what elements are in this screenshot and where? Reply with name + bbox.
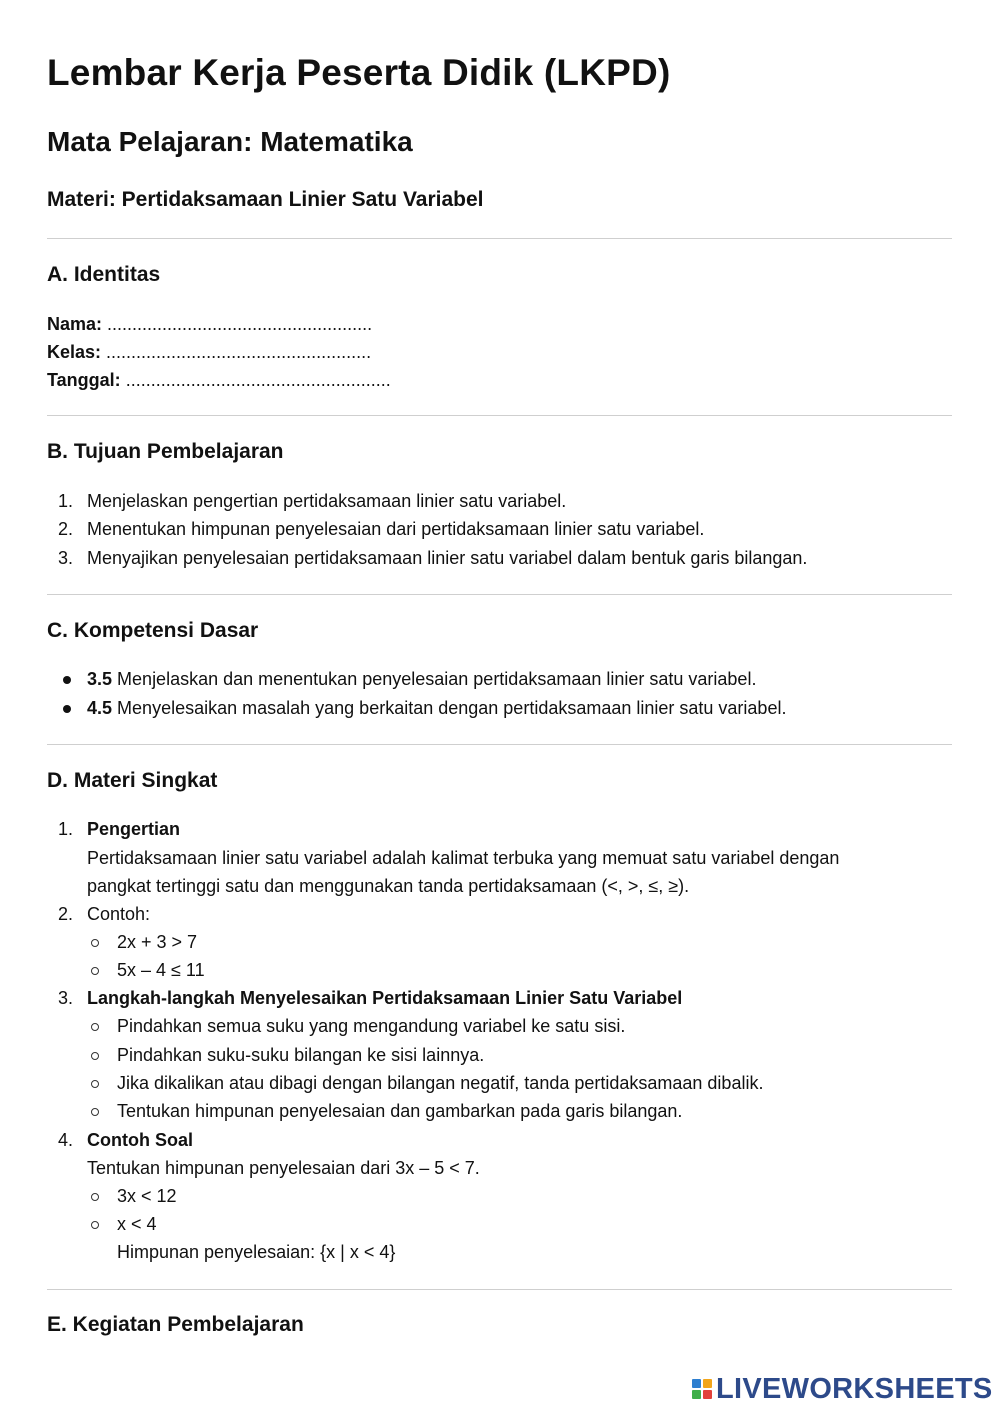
list-number: 2. bbox=[57, 904, 73, 924]
sub-item: 3x < 12 bbox=[117, 1186, 177, 1206]
subject-heading: Mata Pelajaran: Matematika bbox=[47, 126, 413, 157]
divider bbox=[47, 594, 952, 595]
topic-heading: Materi: Pertidaksamaan Linier Satu Variabel bbox=[47, 188, 484, 211]
section-kompetensi-heading: C. Kompetensi Dasar bbox=[47, 619, 259, 642]
list-number: 3. bbox=[57, 988, 73, 1008]
sub-item: Pindahkan suku-suku bilangan ke sisi lainnya. bbox=[117, 1045, 485, 1065]
field-tanggal[interactable] bbox=[47, 366, 391, 394]
paragraph-line: Pertidaksamaan linier satu variabel adalah kalimat terbuka yang memuat satu variabel dengan bbox=[87, 848, 840, 868]
page-title: Lembar Kerja Peserta Didik (LKPD) bbox=[47, 52, 671, 93]
list-item bbox=[87, 694, 786, 722]
field-label: Nama: bbox=[47, 314, 103, 334]
list-item-title: Langkah-langkah Menyelesaikan Pertidaksamaan Linier Satu Variabel bbox=[87, 988, 683, 1008]
divider bbox=[47, 238, 952, 239]
circle-bullet-icon bbox=[91, 1023, 99, 1031]
list-number: 1. bbox=[57, 491, 73, 511]
circle-bullet-icon bbox=[91, 1080, 99, 1088]
brand-name: LIVEWORKSHEETS bbox=[716, 1372, 993, 1405]
sub-item: 2x + 3 > 7 bbox=[117, 932, 198, 952]
liveworksheets-logo[interactable] bbox=[692, 1374, 993, 1404]
section-identitas-heading: A. Identitas bbox=[47, 263, 161, 286]
list-number: 4. bbox=[57, 1130, 73, 1150]
list-item: Menjelaskan pengertian pertidaksamaan linier satu variabel. bbox=[87, 491, 567, 511]
paragraph-line: pangkat tertinggi satu dan menggunakan tanda pertidaksamaan (<, >, ≤, ≥). bbox=[87, 876, 690, 896]
circle-bullet-icon bbox=[91, 1108, 99, 1116]
list-number: 3. bbox=[57, 548, 73, 568]
field-label: Tanggal: bbox=[47, 370, 121, 390]
kd-code: 3.5 bbox=[87, 669, 113, 689]
solution-result: Himpunan penyelesaian: {x | x < 4} bbox=[117, 1242, 396, 1262]
circle-bullet-icon bbox=[91, 1221, 99, 1229]
list-item: Menentukan himpunan penyelesaian dari pertidaksamaan linier satu variabel. bbox=[87, 519, 705, 539]
list-item: Menyajikan penyelesaian pertidaksamaan linier satu variabel dalam bentuk garis bilangan. bbox=[87, 548, 808, 568]
field-blank[interactable]: ..................................................... bbox=[125, 370, 391, 390]
list-number: 2. bbox=[57, 519, 73, 539]
section-materi-heading: D. Materi Singkat bbox=[47, 769, 218, 792]
field-nama[interactable] bbox=[47, 310, 372, 338]
kd-text: Menjelaskan dan menentukan penyelesaian pertidaksamaan linier satu variabel. bbox=[117, 669, 757, 689]
section-tujuan-heading: B. Tujuan Pembelajaran bbox=[47, 440, 284, 463]
bullet-icon bbox=[63, 705, 71, 713]
sub-item: 5x – 4 ≤ 11 bbox=[117, 960, 205, 980]
field-blank[interactable]: ..................................................... bbox=[106, 342, 372, 362]
sub-item: x < 4 bbox=[117, 1214, 157, 1234]
kd-code: 4.5 bbox=[87, 698, 113, 718]
divider bbox=[47, 744, 952, 745]
circle-bullet-icon bbox=[91, 967, 99, 975]
sub-item: Pindahkan semua suku yang mengandung variabel ke satu sisi. bbox=[117, 1016, 626, 1036]
divider bbox=[47, 415, 952, 416]
list-item-title: Pengertian bbox=[87, 819, 181, 839]
field-kelas[interactable] bbox=[47, 338, 371, 366]
kd-text: Menyelesaikan masalah yang berkaitan dengan pertidaksamaan linier satu variabel. bbox=[117, 698, 787, 718]
field-blank[interactable]: ..................................................... bbox=[107, 314, 373, 334]
circle-bullet-icon bbox=[91, 1052, 99, 1060]
divider bbox=[47, 1289, 952, 1290]
list-item-title: Contoh Soal bbox=[87, 1130, 193, 1150]
sub-item: Jika dikalikan atau dibagi dengan bilangan negatif, tanda pertidaksamaan dibalik. bbox=[117, 1073, 764, 1093]
section-kegiatan-heading: E. Kegiatan Pembelajaran bbox=[47, 1313, 304, 1336]
sub-item: Tentukan himpunan penyelesaian dan gambarkan pada garis bilangan. bbox=[117, 1101, 683, 1121]
list-item bbox=[87, 665, 756, 693]
paragraph-line: Tentukan himpunan penyelesaian dari 3x – 5 < 7. bbox=[87, 1158, 480, 1178]
liveworksheets-logo-icon bbox=[692, 1379, 712, 1399]
circle-bullet-icon bbox=[91, 939, 99, 947]
bullet-icon bbox=[63, 676, 71, 684]
field-label: Kelas: bbox=[47, 342, 102, 362]
list-item-title: Contoh: bbox=[87, 904, 151, 924]
list-number: 1. bbox=[57, 819, 73, 839]
circle-bullet-icon bbox=[91, 1193, 99, 1201]
